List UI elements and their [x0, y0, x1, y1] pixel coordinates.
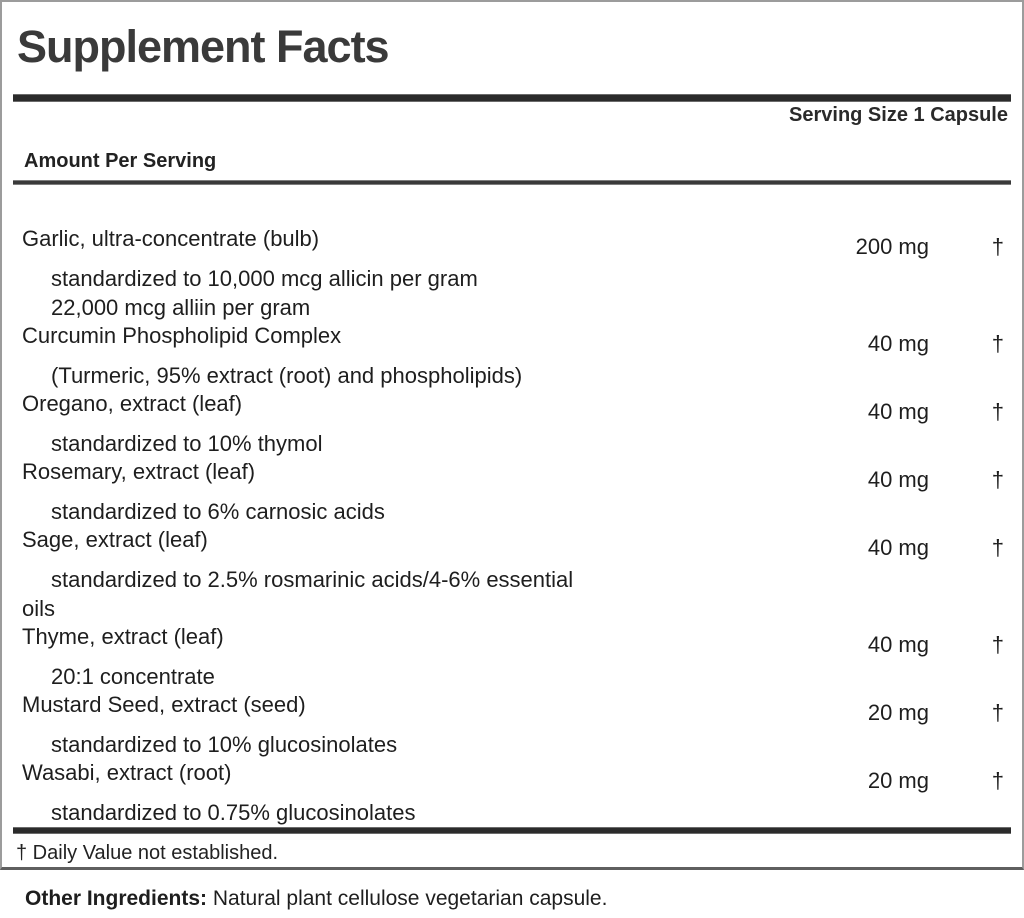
ingredient-amount: 40 mg	[867, 399, 929, 424]
ingredient-amount: 200 mg	[855, 234, 929, 259]
ingredient-row	[22, 322, 1004, 390]
ingredient-name: Garlic, ultra-concentrate (bulb)	[22, 226, 320, 251]
other-ingredients-label: Other Ingredients:	[25, 887, 208, 910]
ingredient-amount-group	[868, 398, 1004, 426]
ingredient-detail-line: oils	[22, 596, 56, 621]
ingredient-amount-group	[868, 699, 1004, 727]
ingredient-row	[22, 225, 1004, 322]
ingredient-row	[22, 526, 1004, 623]
ingredient-main-line	[22, 322, 1004, 356]
ingredient-name: Oregano, extract (leaf)	[22, 391, 243, 416]
page-title: Supplement Facts	[17, 21, 389, 72]
daily-value-dagger: †	[991, 399, 1004, 424]
ingredient-row	[22, 759, 1004, 827]
ingredient-amount: 40 mg	[867, 535, 929, 560]
ingredient-details	[22, 429, 1004, 458]
ingredient-detail-line: standardized to 2.5% rosmarinic acids/4-6% essential	[51, 567, 574, 592]
ingredient-amount: 40 mg	[867, 467, 929, 492]
ingredient-main-line	[22, 623, 1004, 657]
ingredient-details	[22, 730, 1004, 759]
ingredient-amount-group	[868, 534, 1004, 562]
ingredient-detail-line: standardized to 0.75% glucosinolates	[51, 800, 416, 825]
daily-value-footnote: † Daily Value not established.	[16, 842, 279, 864]
daily-value-dagger: †	[991, 535, 1004, 560]
daily-value-dagger: †	[991, 768, 1004, 793]
ingredient-main-line	[22, 390, 1004, 424]
ingredient-amount-group	[868, 767, 1004, 795]
ingredient-detail-line: standardized to 10,000 mcg allicin per gram	[51, 266, 478, 291]
ingredient-main-line	[22, 691, 1004, 725]
daily-value-dagger: †	[991, 331, 1004, 356]
ingredient-row	[22, 458, 1004, 526]
ingredient-amount-group	[856, 233, 1004, 261]
other-ingredients-text: Natural plant cellulose vegetarian capsule.	[207, 887, 608, 910]
daily-value-dagger: †	[991, 700, 1004, 725]
ingredient-main-line	[22, 225, 1004, 259]
ingredient-detail-line: (Turmeric, 95% extract (root) and phospholipids)	[51, 363, 523, 388]
ingredient-main-line	[22, 759, 1004, 793]
ingredient-row	[22, 691, 1004, 759]
ingredient-amount-group	[868, 466, 1004, 494]
ingredient-main-line	[22, 458, 1004, 492]
daily-value-dagger: †	[991, 467, 1004, 492]
daily-value-dagger: †	[991, 632, 1004, 657]
ingredient-main-line	[22, 526, 1004, 560]
ingredient-details	[22, 798, 1004, 827]
ingredient-amount: 40 mg	[867, 632, 929, 657]
ingredient-name: Curcumin Phospholipid Complex	[22, 323, 342, 348]
ingredient-rows	[2, 185, 1022, 827]
ingredient-details	[22, 264, 1004, 322]
ingredient-amount: 20 mg	[867, 768, 929, 793]
ingredient-details	[22, 565, 1004, 623]
serving-size-text: Serving Size 1 Capsule	[789, 104, 1008, 126]
ingredient-name: Thyme, extract (leaf)	[22, 624, 224, 649]
amount-per-serving-heading: Amount Per Serving	[24, 150, 217, 172]
ingredient-details	[22, 361, 1004, 390]
ingredient-detail-line: 20:1 concentrate	[51, 664, 215, 689]
ingredient-amount: 20 mg	[867, 700, 929, 725]
ingredient-details	[22, 497, 1004, 526]
other-ingredients	[25, 886, 1024, 912]
ingredient-detail-line: 22,000 mcg alliin per gram	[51, 295, 311, 320]
ingredient-details	[22, 662, 1004, 691]
ingredient-amount: 40 mg	[867, 331, 929, 356]
daily-value-dagger: †	[991, 234, 1004, 259]
header-divider-bar	[13, 94, 1011, 102]
ingredient-row	[22, 623, 1004, 691]
ingredient-name: Sage, extract (leaf)	[22, 527, 208, 552]
footer-divider-bar	[13, 827, 1011, 834]
ingredient-name: Rosemary, extract (leaf)	[22, 459, 256, 484]
ingredient-name: Mustard Seed, extract (seed)	[22, 692, 306, 717]
ingredient-amount-group	[868, 631, 1004, 659]
ingredient-detail-line: standardized to 10% thymol	[51, 431, 323, 456]
ingredient-amount-group	[868, 330, 1004, 358]
ingredient-detail-line: standardized to 10% glucosinolates	[51, 732, 398, 757]
ingredient-detail-line: standardized to 6% carnosic acids	[51, 499, 385, 524]
ingredient-row	[22, 390, 1004, 458]
ingredient-name: Wasabi, extract (root)	[22, 760, 232, 785]
